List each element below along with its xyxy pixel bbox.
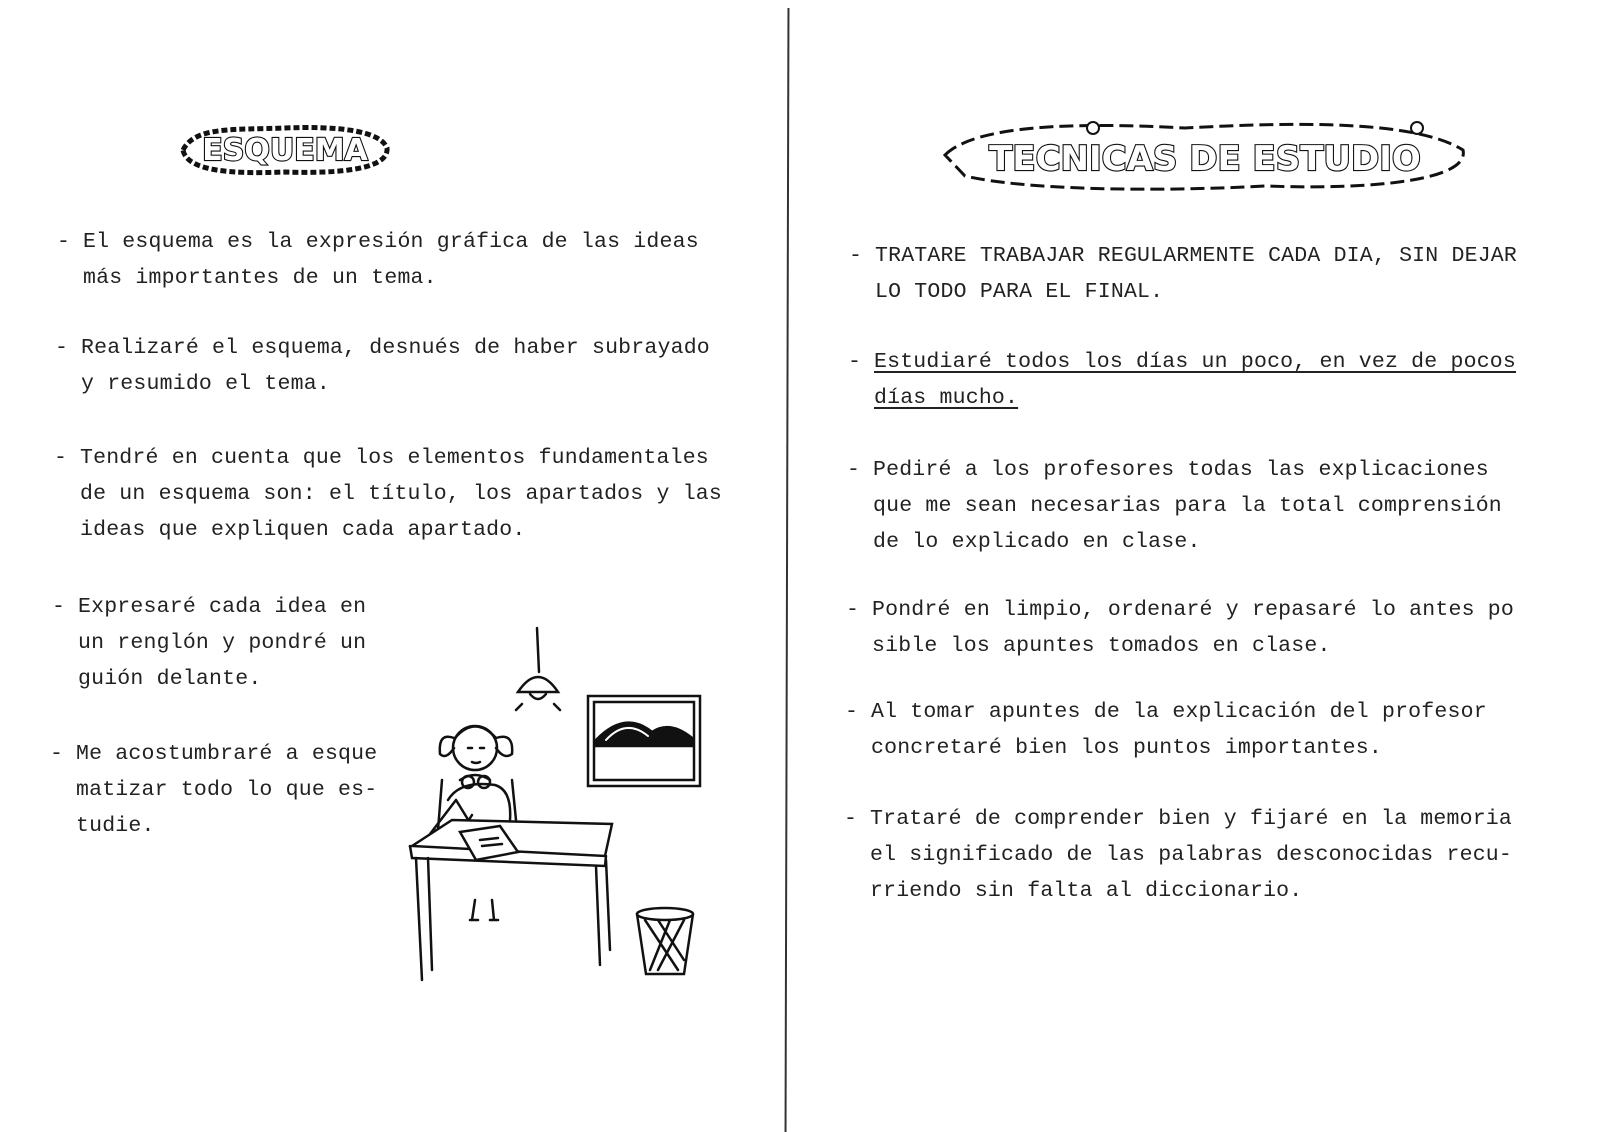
text-line: y resumido el tema.	[81, 372, 330, 396]
text-line: El esquema es la expresión gráfica de las ideas	[83, 230, 699, 254]
text-line: un renglón y pondré un	[78, 631, 367, 655]
tecnica-item-2	[848, 344, 1517, 416]
bullet-dash: -	[848, 350, 862, 374]
window-picture-icon	[588, 696, 700, 786]
text-line: Realizaré el esquema, desnués de haber subrayado	[81, 336, 710, 360]
bullet-dash: -	[55, 336, 69, 360]
text-line: Me acostumbraré a esque	[76, 742, 378, 766]
tecnicas-title-text: TECNICAS DE ESTUDIO	[989, 139, 1421, 179]
text-line: LO TODO PARA EL FINAL.	[875, 280, 1164, 304]
tecnica-item-3	[847, 452, 1502, 560]
ceiling-lamp-icon	[516, 628, 560, 710]
text-line: concretaré bien los puntos importantes.	[871, 736, 1382, 760]
esquema-item-5	[50, 736, 378, 844]
text-line: sible los apuntes tomados en clase.	[872, 634, 1331, 658]
text-line: de lo explicado en clase.	[873, 530, 1201, 554]
text-line: Al tomar apuntes de la explicación del profesor	[871, 700, 1487, 724]
text-line: Pediré a los profesores todas las explicaciones	[873, 458, 1489, 482]
wastebasket-icon	[637, 908, 693, 974]
text-line: el significado de las palabras desconocidas recu-	[870, 843, 1513, 867]
page-fold-divider	[785, 8, 789, 1132]
bullet-dash: -	[845, 700, 859, 724]
bullet-dash: -	[847, 458, 861, 482]
esquema-title-lettering	[175, 118, 395, 182]
text-line: Pondré en limpio, ordenaré y repasaré lo antes po	[872, 598, 1515, 622]
text-line: guión delante.	[78, 667, 262, 691]
esquema-item-1	[57, 224, 699, 296]
desk	[410, 820, 612, 980]
bullet-dash: -	[849, 244, 863, 268]
text-line: de un esquema son: el título, los apartados y las	[80, 482, 723, 506]
esquema-item-2	[55, 330, 710, 402]
text-line: Expresaré cada idea en	[78, 595, 367, 619]
underlined-text-line: días mucho.	[874, 386, 1019, 410]
bullet-dash: -	[846, 598, 860, 622]
tecnica-item-1	[849, 238, 1518, 310]
tecnica-item-4	[846, 592, 1515, 664]
tecnica-item-6	[844, 801, 1513, 909]
text-line: que me sean necesarias para la total comprensión	[873, 494, 1502, 518]
bullet-dash: -	[54, 446, 68, 470]
text-line: tudie.	[76, 814, 155, 838]
tecnica-item-5	[845, 694, 1487, 766]
bullet-dash: -	[52, 595, 66, 619]
underlined-text-line: Estudiaré todos los días un poco, en vez de pocos	[874, 350, 1517, 374]
bullet-dash: -	[844, 807, 858, 831]
text-line: más importantes de un tema.	[83, 266, 437, 290]
text-line: Trataré de comprender bien y fijaré en la memoria	[870, 807, 1513, 831]
bullet-dash: -	[50, 742, 64, 766]
text-line: matizar todo lo que es-	[76, 778, 378, 802]
tecnicas-title-lettering	[935, 110, 1475, 200]
text-line: TRATARE TRABAJAR REGULARMENTE CADA DIA, SIN DEJAR	[875, 244, 1518, 268]
text-line: ideas que expliquen cada apartado.	[80, 518, 526, 542]
esquema-item-3	[54, 440, 723, 548]
esquema-title-text: ESQUEMA	[202, 133, 368, 168]
esquema-item-4	[52, 589, 367, 697]
text-line: rriendo sin falta al diccionario.	[870, 879, 1303, 903]
bullet-dash: -	[57, 230, 71, 254]
text-line: Tendré en cuenta que los elementos fundamentales	[80, 446, 709, 470]
studying-girl-illustration	[400, 620, 720, 990]
